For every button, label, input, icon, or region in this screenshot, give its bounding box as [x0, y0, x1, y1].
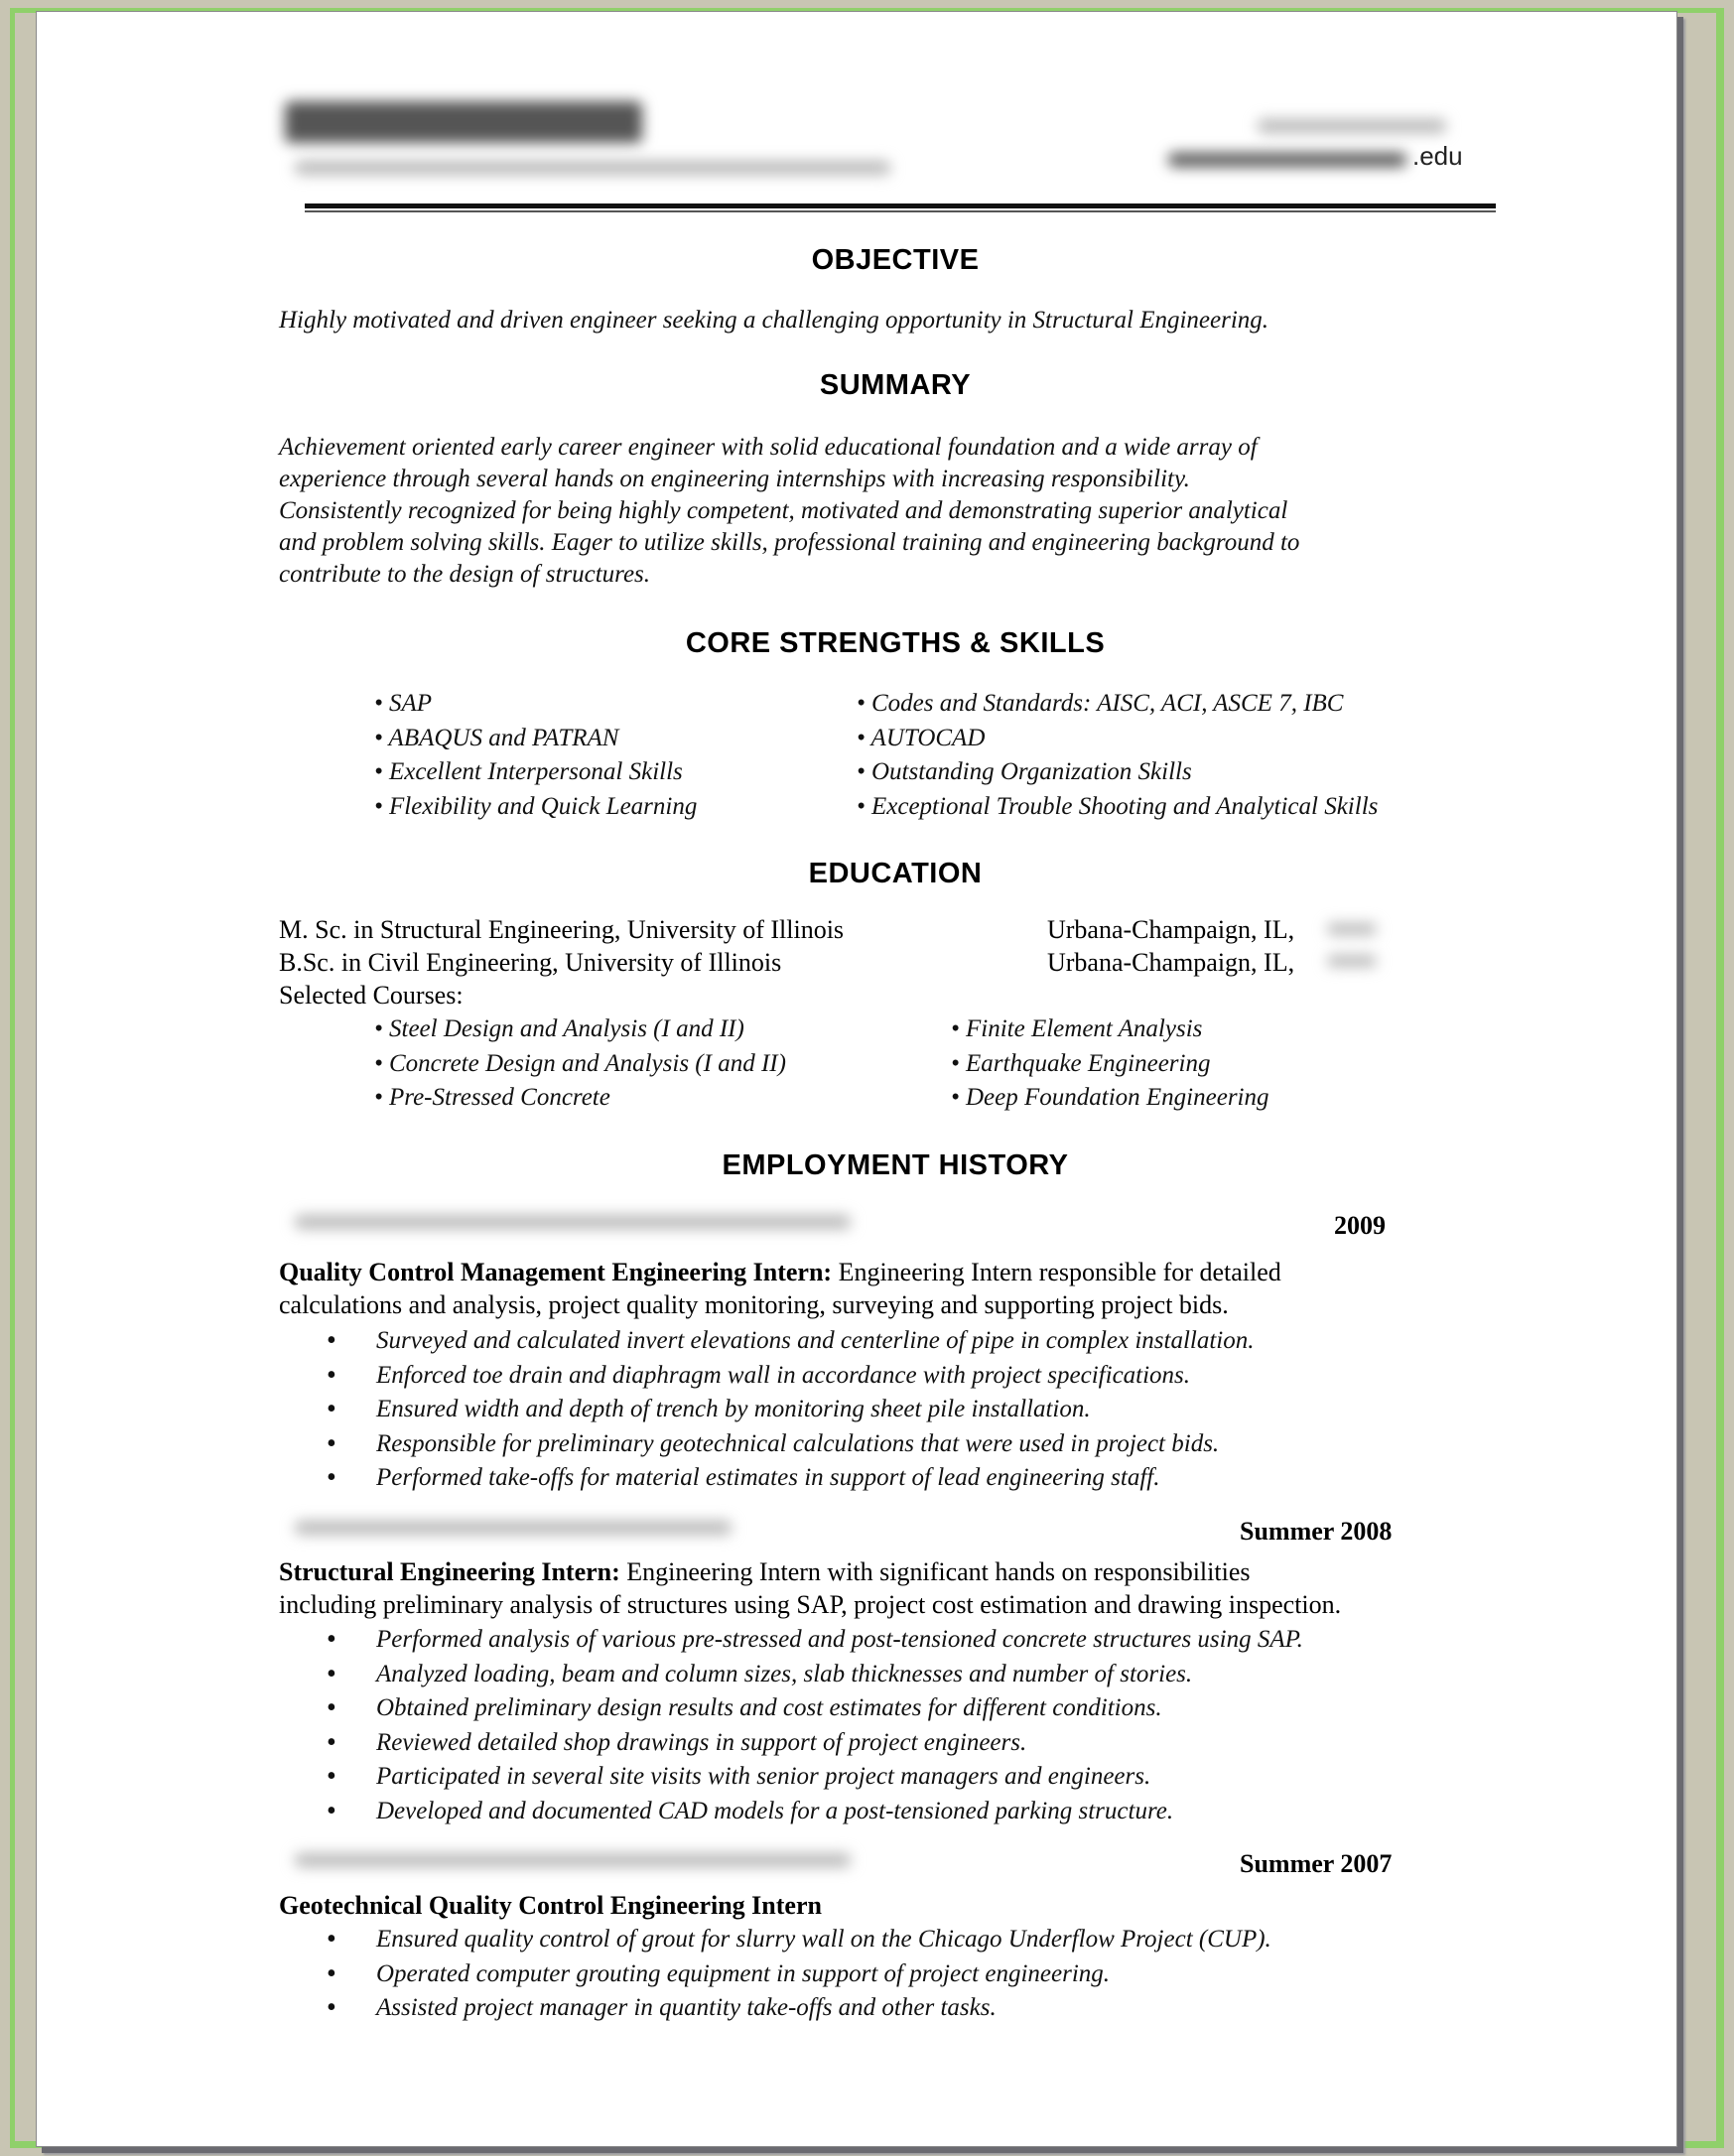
course-item: • Finite Element Analysis — [951, 1015, 1203, 1042]
summary-line: Consistently recognized for being highly competent, motivated and demonstrating superior analytical — [279, 497, 1288, 524]
summary-line: and problem solving skills. Eager to utilize skills, professional training and engineering background to — [279, 529, 1300, 556]
summary-heading: SUMMARY — [819, 369, 972, 401]
degree-2: B.Sc. in Civil Engineering, University of Illinois — [279, 948, 782, 977]
redacted-employer — [295, 1215, 851, 1229]
objective-text: Highly motivated and driven engineer seeking a challenging opportunity in Structural Engineering. — [279, 307, 1269, 334]
skills-heading: CORE STRENGTHS & SKILLS — [685, 627, 1106, 659]
degree-2-location: Urbana-Champaign, IL, — [1047, 948, 1295, 977]
bullet-item: • Ensured quality control of grout for slurry wall on the Chicago Underflow Project (CUP). — [327, 1923, 1271, 1957]
redacted-employer — [295, 1521, 732, 1535]
summary-text — [279, 432, 1299, 591]
bullet-item: • Developed and documented CAD models for a post-tensioned parking structure. — [327, 1795, 1303, 1829]
job-desc-line: Engineering Intern with significant hands on responsibilities — [619, 1557, 1251, 1586]
job-description — [279, 1555, 1341, 1621]
course-item: • Pre-Stressed Concrete — [374, 1084, 610, 1111]
employment-heading: EMPLOYMENT HISTORY — [722, 1149, 1069, 1181]
bullet-item: • Operated computer grouting equipment in support of project engineering. — [327, 1957, 1271, 1992]
course-item: • Steel Design and Analysis (I and II) — [374, 1015, 744, 1042]
skill-item: • Excellent Interpersonal Skills — [374, 758, 683, 785]
bullet-item: • Ensured width and depth of trench by monitoring sheet pile installation. — [327, 1393, 1255, 1427]
resume-page — [36, 11, 1677, 2147]
summary-line: Achievement oriented early career engineer with solid educational foundation and a wide array of — [279, 434, 1258, 461]
course-item: • Earthquake Engineering — [951, 1049, 1211, 1077]
redacted-employer — [295, 1853, 851, 1867]
job-title: Geotechnical Quality Control Engineering Intern — [279, 1891, 822, 1920]
bullet-item: • Performed analysis of various pre-stressed and post-tensioned concrete structures using SAP. — [327, 1623, 1303, 1658]
job-bullets — [327, 1623, 1303, 1828]
skills-left-list — [374, 687, 697, 824]
bullet-item: • Obtained preliminary design results and cost estimates for different conditions. — [327, 1691, 1303, 1726]
course-item: • Deep Foundation Engineering — [951, 1084, 1269, 1111]
skill-item: • Codes and Standards: AISC, ACI, ASCE 7, IBC — [857, 690, 1344, 717]
redacted-name — [285, 101, 642, 143]
education-heading: EDUCATION — [808, 858, 983, 889]
job-title: Structural Engineering Intern: — [279, 1557, 620, 1586]
job-bullets — [327, 1923, 1271, 2026]
job-date: Summer 2007 — [1240, 1849, 1393, 1878]
skill-item: • Exceptional Trouble Shooting and Analytical Skills — [857, 792, 1379, 820]
email-suffix: .edu — [1412, 141, 1463, 171]
job-bullets — [327, 1324, 1255, 1496]
degree-1: M. Sc. in Structural Engineering, University of Illinois — [279, 915, 845, 944]
summary-line: contribute to the design of structures. — [279, 561, 651, 588]
bullet-item: • Surveyed and calculated invert elevations and centerline of pipe in complex installation. — [327, 1324, 1255, 1359]
job-desc-line: calculations and analysis, project quality monitoring, surveying and supporting project bids. — [279, 1290, 1229, 1319]
job-desc-line: Engineering Intern responsible for detailed — [832, 1258, 1281, 1286]
bullet-item: • Responsible for preliminary geotechnical calculations that were used in project bids. — [327, 1427, 1255, 1462]
objective-heading: OBJECTIVE — [811, 244, 980, 276]
redacted-address — [295, 161, 890, 175]
header-rule — [305, 203, 1496, 212]
degree-1-location: Urbana-Champaign, IL, — [1047, 915, 1295, 944]
redacted-date — [1327, 955, 1377, 967]
bullet-item: • Participated in several site visits with senior project managers and engineers. — [327, 1760, 1303, 1795]
skill-item: • SAP — [374, 690, 433, 717]
skill-item: • AUTOCAD — [857, 724, 986, 751]
bullet-item: • Enforced toe drain and diaphragm wall in accordance with project specifications. — [327, 1359, 1255, 1394]
courses-label: Selected Courses: — [279, 981, 464, 1010]
job-desc-line: including preliminary analysis of structures using SAP, project cost estimation and drawing inspection. — [279, 1590, 1342, 1619]
summary-line: experience through several hands on engineering internships with increasing responsibility. — [279, 466, 1190, 492]
redacted-email — [1168, 153, 1406, 167]
skills-right-list — [857, 687, 1378, 824]
skill-item: • Outstanding Organization Skills — [857, 758, 1192, 785]
skill-item: • ABAQUS and PATRAN — [374, 724, 619, 751]
course-item: • Concrete Design and Analysis (I and II) — [374, 1049, 786, 1077]
bullet-item: • Performed take-offs for material estimates in support of lead engineering staff. — [327, 1461, 1255, 1496]
job-description — [279, 1256, 1281, 1321]
redacted-phone — [1258, 119, 1446, 133]
bullet-item: • Analyzed loading, beam and column sizes, slab thicknesses and number of stories. — [327, 1658, 1303, 1692]
courses-left-list — [374, 1012, 786, 1116]
skill-item: • Flexibility and Quick Learning — [374, 792, 698, 820]
redacted-date — [1327, 923, 1377, 935]
bullet-item: • Reviewed detailed shop drawings in support of project engineers. — [327, 1726, 1303, 1761]
courses-right-list — [951, 1012, 1269, 1116]
bullet-item: • Assisted project manager in quantity take-offs and other tasks. — [327, 1991, 1271, 2026]
job-title: Quality Control Management Engineering Intern: — [279, 1258, 833, 1286]
job-date: Summer 2008 — [1240, 1517, 1393, 1546]
job-date: 2009 — [1334, 1211, 1386, 1240]
